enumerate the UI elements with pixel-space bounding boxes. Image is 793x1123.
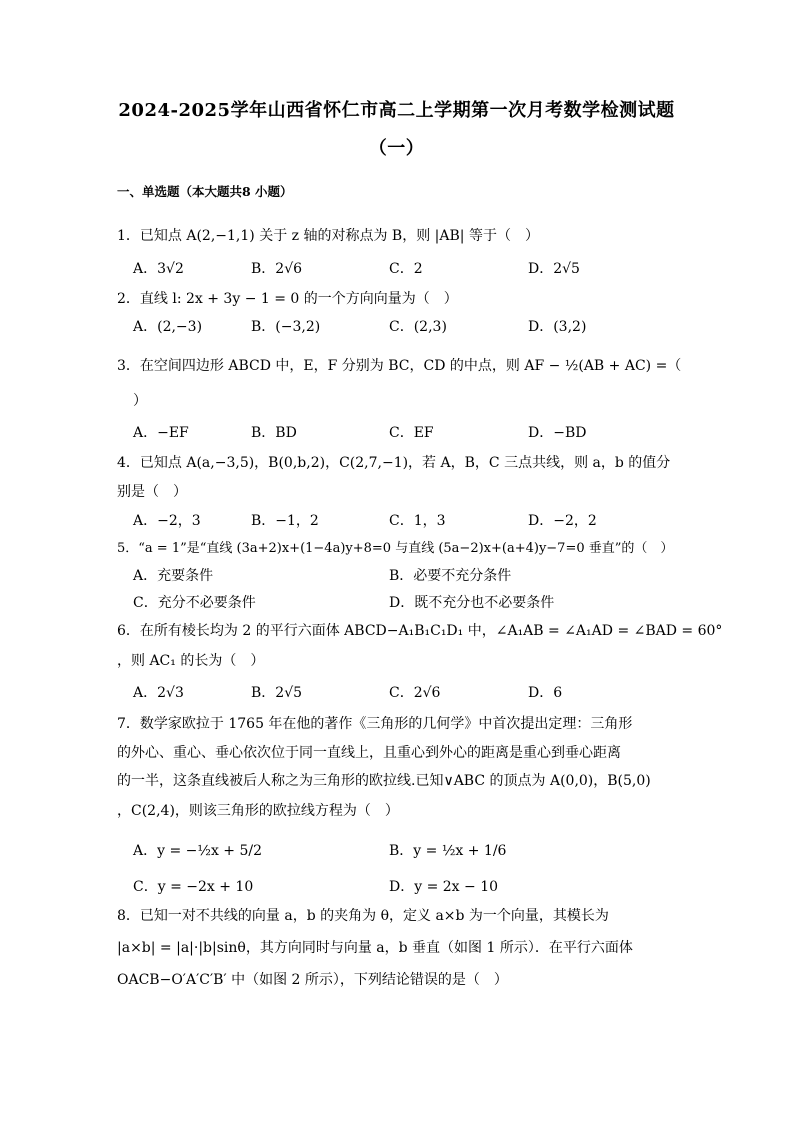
question-8-stem-line-2: |a×b| = |a|·|b|sinθ，其方向同时与向量 a，b 垂直（如图 1 所示）．在平行六面体	[117, 940, 633, 956]
question-2-option-b: B．(−3,2)	[251, 319, 321, 335]
question-2-stem: 2．直线 l: 2x + 3y − 1 = 0 的一个方向向量为（ ）	[117, 291, 458, 307]
question-3-stem-cont: ）	[133, 393, 147, 409]
exam-title-suffix: （一）	[368, 138, 425, 159]
question-6-option-c: C．2√6	[389, 685, 441, 701]
question-3-option-b: B．BD	[251, 425, 297, 441]
question-1-option-a: A．3√2	[133, 261, 184, 277]
question-4-stem: 4．已知点 A(a,−3,5)，B(0,b,2)，C(2,7,−1)，若 A，B，C 三点共线，则 a，b 的值分	[117, 455, 671, 471]
question-6-option-a: A．2√3	[133, 685, 184, 701]
question-2-option-a: A．(2,−3)	[133, 319, 203, 335]
question-7-option-b: B．y = ½x + 1/6	[389, 843, 507, 859]
question-8-stem: 8．已知一对不共线的向量 a，b 的夹角为 θ，定义 a×b 为一个向量，其模长为	[117, 908, 609, 924]
question-3-option-d: D．−BD	[528, 425, 587, 441]
question-3-option-a: A．−EF	[133, 425, 189, 441]
question-1-stem: 1．已知点 A(2,−1,1) 关于 z 轴的对称点为 B，则 |AB| 等于（ ）	[117, 228, 539, 244]
question-5-option-d: D．既不充分也不必要条件	[389, 595, 555, 611]
question-1-option-c: C．2	[389, 261, 423, 277]
question-7-option-c: C．y = −2x + 10	[133, 879, 254, 895]
section-heading: 一、单选题（本大题共8 小题）	[117, 184, 293, 199]
question-2-option-d: D．(3,2)	[528, 319, 587, 335]
question-7-stem: 7．数学家欧拉于 1765 年在他的著作《三角形的几何学》中首次提出定理：三角形	[117, 716, 633, 732]
question-4-option-c: C．1，3	[389, 513, 446, 529]
question-4-stem-cont: 别是（ ）	[117, 484, 187, 500]
question-6-option-d: D．6	[528, 685, 563, 701]
question-5-option-a: A．充要条件	[133, 568, 214, 584]
question-3-option-c: C．EF	[389, 425, 434, 441]
question-1-option-d: D．2√5	[528, 261, 580, 277]
question-7-option-d: D．y = 2x − 10	[389, 879, 499, 895]
question-6-stem: 6．在所有棱长均为 2 的平行六面体 ABCD−A₁B₁C₁D₁ 中，∠A₁AB = ∠A₁AD = ∠BAD = 60°	[117, 623, 723, 639]
question-5-stem: 5．“a = 1”是“直线 (3a+2)x+(1−4a)y+8=0 与直线 (5a−2)x+(a+4)y−7=0 垂直”的（ ）	[117, 541, 674, 556]
question-5-option-b: B．必要不充分条件	[389, 568, 512, 584]
question-3-stem: 3．在空间四边形 ABCD 中，E，F 分别为 BC，CD 的中点，则 AF − ½(AB + AC) =（	[117, 358, 682, 374]
question-4-option-b: B．−1，2	[251, 513, 319, 529]
question-1-option-b: B．2√6	[251, 261, 303, 277]
question-7-stem-line-4: ，C(2,4)，则该三角形的欧拉线方程为（ ）	[117, 803, 399, 819]
question-2-option-c: C．(2,3)	[389, 319, 447, 335]
question-8-stem-line-3: OACB−O′A′C′B′ 中（如图 2 所示），下列结论错误的是（ ）	[117, 972, 508, 988]
exam-title: 2024-2025学年山西省怀仁市高二上学期第一次月考数学检测试题	[118, 100, 675, 121]
question-5-option-c: C．充分不必要条件	[133, 595, 256, 611]
question-7-stem-line-2: 的外心、重心、垂心依次位于同一直线上，且重心到外心的距离是重心到垂心距离	[117, 745, 621, 761]
question-7-option-a: A．y = −½x + 5/2	[133, 843, 263, 859]
question-6-stem-cont: ，则 AC₁ 的长为（ ）	[117, 653, 265, 669]
question-4-option-d: D．−2，2	[528, 513, 597, 529]
question-4-option-a: A．−2，3	[133, 513, 201, 529]
question-7-stem-line-3: 的一半，这条直线被后人称之为三角形的欧拉线.已知∨ABC 的顶点为 A(0,0)，B(5,0)	[117, 773, 651, 789]
question-6-option-b: B．2√5	[251, 685, 303, 701]
